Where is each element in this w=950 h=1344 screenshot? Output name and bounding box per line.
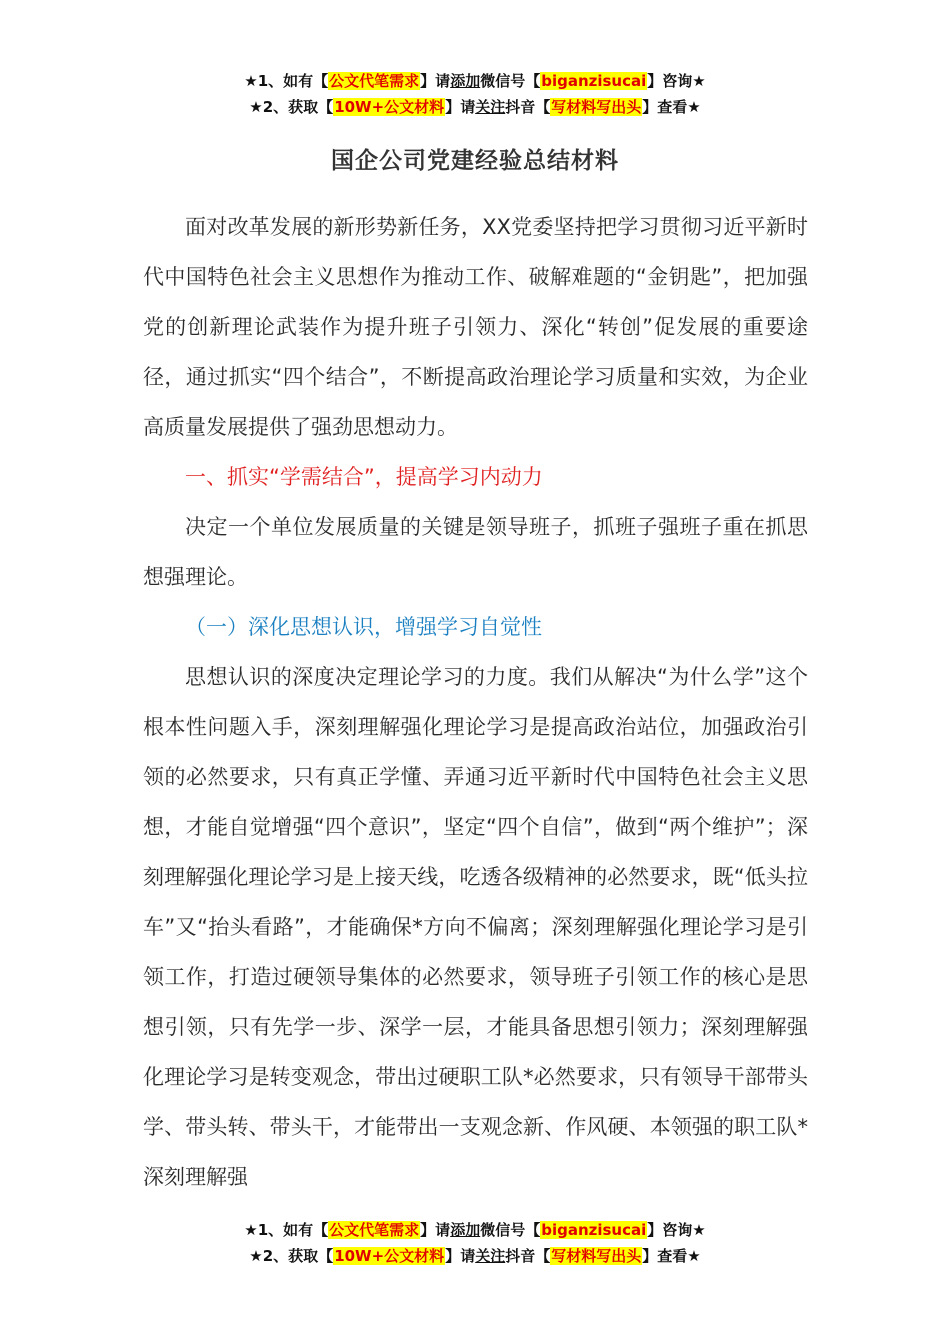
promo-line-2: ★2、获取【10W+公文材料】请关注抖音【写材料写出头】查看★ [249,98,701,116]
intro-paragraph: 面对改革发展的新形势新任务，XX党委坚持把学习贯彻习近平新时代中国特色社会主义思想作为推动工作、破解难题的“金钥匙”，把加强党的创新理论武装作为提升班子引领力、深化“转创”促发展的重要途径，通过抓实“四个结合”，不断提高政治理论学习质量和实效，为企业高质量发展提供了强劲思想动力。 [143,215,808,439]
promo-line-1: ★1、如有【公文代笔需求】请添加微信号【biganzisucai】咨询★ [244,1221,706,1239]
highlight-douyin: 写材料写出头 [551,98,642,116]
highlight-wechat-id: biganzisucai [541,72,647,90]
bottom-promo-banner [0,1217,950,1269]
highlight-materials: 10W+公文材料 [334,98,445,116]
highlight-service: 公文代笔需求 [329,1221,420,1239]
highlight-wechat-id: biganzisucai [541,1221,647,1239]
subsection-paragraph-1: 思想认识的深度决定理论学习的力度。我们从解决“为什么学”这个根本性问题入手，深刻理解强化理论学习是提高政治站位，加强政治引领的必然要求，只有真正学懂、弄通习近平新时代中国特色社会主义思想，才能自觉增强“四个意识”，坚定“四个自信”，做到“两个维护”；深刻理解强化理论学习是上接天线，吃透各级精神的必然要求，既“低头拉车”又“抬头看路”，才能确保*方向不偏离；深刻理解强化理论学习是引领工作，打造过硬领导集体的必然要求，领导班子引领工作的核心是思想引领，只有先学一步、深学一层，才能具备思想引领力；深刻理解强化理论学习是转变观念，带出过硬职工队*必然要求，只有领导干部带头学、带头转、带头干，才能带出一支观念新、作风硬、本领强的职工队*深刻理解强 [143,665,808,1189]
document-title: 国企公司党建经验总结材料 [331,148,619,174]
top-promo-banner [0,68,950,120]
highlight-douyin: 写材料写出头 [551,1247,642,1265]
section-heading-1: 一、抓实“学需结合”，提高学习内动力 [185,465,543,489]
highlight-service: 公文代笔需求 [329,72,420,90]
promo-line-2: ★2、获取【10W+公文材料】请关注抖音【写材料写出头】查看★ [249,1247,701,1265]
document-body [143,202,808,1202]
promo-line-1: ★1、如有【公文代笔需求】请添加微信号【biganzisucai】咨询★ [244,72,706,90]
highlight-materials: 10W+公文材料 [334,1247,445,1265]
section-paragraph-1: 决定一个单位发展质量的关键是领导班子，抓班子强班子重在抓思想强理论。 [143,515,808,589]
subsection-heading-1: （一）深化思想认识，增强学习自觉性 [185,615,542,639]
